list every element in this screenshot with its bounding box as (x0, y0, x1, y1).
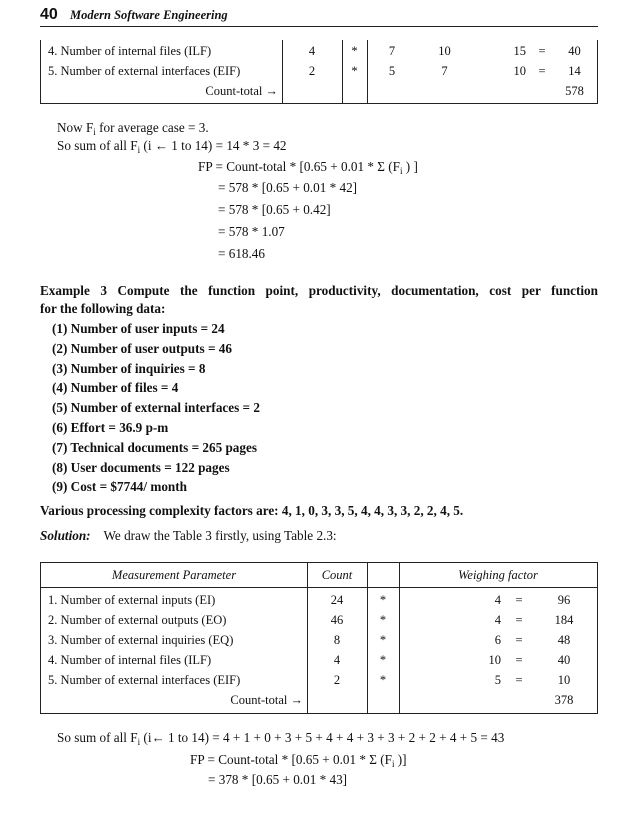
running-header-title: Modern Software Engineering (70, 8, 228, 22)
sum-line: So sum of all $F_i$ (i← 1 to 14) = 4 + 1 + 0 + 3 + 5 + 4 + 4 + 3 + 3 + 2 + 2 + 4 + 5 = 43 (57, 730, 505, 747)
row-result: 14 (568, 63, 581, 78)
table3-right-border (597, 562, 598, 714)
header-rule (40, 26, 598, 27)
top-table (41, 41, 597, 101)
row-result: 10 (557, 672, 571, 687)
row-label: 2. Number of external outputs (EO) (48, 612, 227, 627)
list-item: (4) Number of files = 4 (52, 380, 179, 395)
list-item: (3) Number of inquiries = 8 (52, 361, 206, 376)
row-label: 1. Number of external inputs (EI) (48, 592, 216, 607)
solution-line (40, 528, 337, 544)
table-row (41, 41, 597, 61)
header-measurement-parameter: Measurement Parameter (111, 567, 237, 582)
row-operator: * (351, 43, 358, 58)
top-table-right-border (597, 40, 598, 104)
row-label: 4. Number of internal files (ILF) (48, 652, 212, 667)
table-row (41, 650, 597, 670)
avg-line-1: Now $F_i$ for average case = 3. (57, 120, 209, 137)
table-row (41, 590, 597, 610)
table-row (41, 670, 597, 690)
count-total-label: Count-total → (205, 83, 278, 98)
row-equals: = (538, 43, 546, 58)
row-count: 2 (308, 63, 316, 78)
row-equals: = (515, 672, 523, 687)
fp-step: = 578 * 1.07 (218, 224, 285, 239)
row-result: 48 (557, 632, 571, 647)
weight-average: 7 (441, 63, 448, 78)
table-3 (41, 563, 597, 710)
row-result: 184 (554, 612, 574, 627)
row-weight: 6 (494, 632, 501, 647)
row-weight: 10 (488, 652, 501, 667)
row-equals: = (515, 592, 523, 607)
list-item: (2) Number of user outputs = 46 (52, 341, 232, 356)
row-count: 2 (333, 672, 341, 687)
table-header-row (41, 563, 597, 587)
fp-formula: FP = Count-total * [0.65 + 0.01 * Σ ($F_i$ ) ] (198, 159, 418, 176)
fp-step-2: = 378 * [0.65 + 0.01 * 43] (208, 772, 348, 787)
row-operator: * (351, 63, 358, 78)
row-weight: 4 (494, 592, 501, 607)
list-item: (7) Technical documents = 265 pages (52, 440, 257, 455)
list-item: (9) Cost = $7744/ month (52, 479, 187, 494)
fp-step: = 578 * [0.65 + 0.42] (218, 202, 331, 217)
table-row (41, 610, 597, 630)
list-item: (1) Number of user inputs = 24 (52, 321, 225, 336)
row-label: 3. Number of external inquiries (EQ) (48, 632, 234, 647)
table-row (41, 630, 597, 650)
header-count: Count (321, 567, 353, 582)
row-operator: * (379, 672, 387, 687)
weight-simple: 7 (388, 43, 396, 58)
top-table-bottom-border (40, 103, 598, 104)
example-heading: Example 3 Compute the function point, productivity, documentation, cost per function (40, 283, 598, 298)
weight-complex: 10 (513, 63, 526, 78)
row-result: 40 (557, 652, 571, 667)
table-row (41, 61, 597, 81)
weight-complex: 15 (513, 43, 526, 58)
row-label: 5. Number of external interfaces (EIF) (48, 63, 241, 78)
row-equals: = (515, 612, 523, 627)
row-count: 24 (330, 592, 344, 607)
table3-bottom-border (40, 713, 598, 714)
row-operator: * (379, 592, 387, 607)
row-count: 4 (333, 652, 341, 667)
solution-label: Solution: (40, 528, 91, 543)
row-equals: = (515, 632, 523, 647)
table-total-row (41, 690, 597, 710)
row-weight: 5 (494, 672, 501, 687)
list-item: (8) User documents = 122 pages (52, 460, 230, 475)
row-equals: = (515, 652, 523, 667)
row-equals: = (538, 63, 546, 78)
row-operator: * (379, 612, 387, 627)
row-result: 40 (568, 43, 581, 58)
solution-text: We draw the Table 3 firstly, using Table 2.3: (103, 528, 337, 543)
header-weighing-factor: Weighing factor (458, 567, 538, 582)
example-heading-cont: for the following data: (40, 301, 166, 316)
count-total-label: Count-total → (230, 692, 303, 707)
complexity-factors: Various processing complexity factors are: 4, 1, 0, 3, 3, 5, 4, 4, 3, 3, 2, 2, 4, 5. (40, 503, 464, 518)
row-label: 4. Number of internal files (ILF) (48, 43, 212, 58)
list-item: (6) Effort = 36.9 p-m (52, 420, 169, 435)
table-total-row (41, 81, 597, 101)
avg-line-2: So sum of all $F_i$ (i ← 1 to 14) = 14 * 3 = 42 (57, 138, 287, 155)
row-label: 5. Number of external interfaces (EIF) (48, 672, 241, 687)
count-total-value: 578 (565, 83, 584, 98)
row-operator: * (379, 632, 387, 647)
fp-formula-2: FP = Count-total * [0.65 + 0.01 * Σ ($F_i$ )] (190, 752, 407, 769)
row-weight: 4 (494, 612, 501, 627)
weight-average: 10 (438, 43, 451, 58)
fp-step: = 618.46 (218, 246, 265, 261)
count-total-value: 378 (554, 692, 574, 707)
row-operator: * (379, 652, 387, 667)
page-number: 40 (40, 6, 58, 23)
row-count: 4 (308, 43, 316, 58)
row-result: 96 (557, 592, 571, 607)
row-count: 46 (330, 612, 344, 627)
fp-step: = 578 * [0.65 + 0.01 * 42] (218, 180, 358, 195)
weight-simple: 5 (388, 63, 396, 78)
row-count: 8 (333, 632, 341, 647)
list-item: (5) Number of external interfaces = 2 (52, 400, 260, 415)
